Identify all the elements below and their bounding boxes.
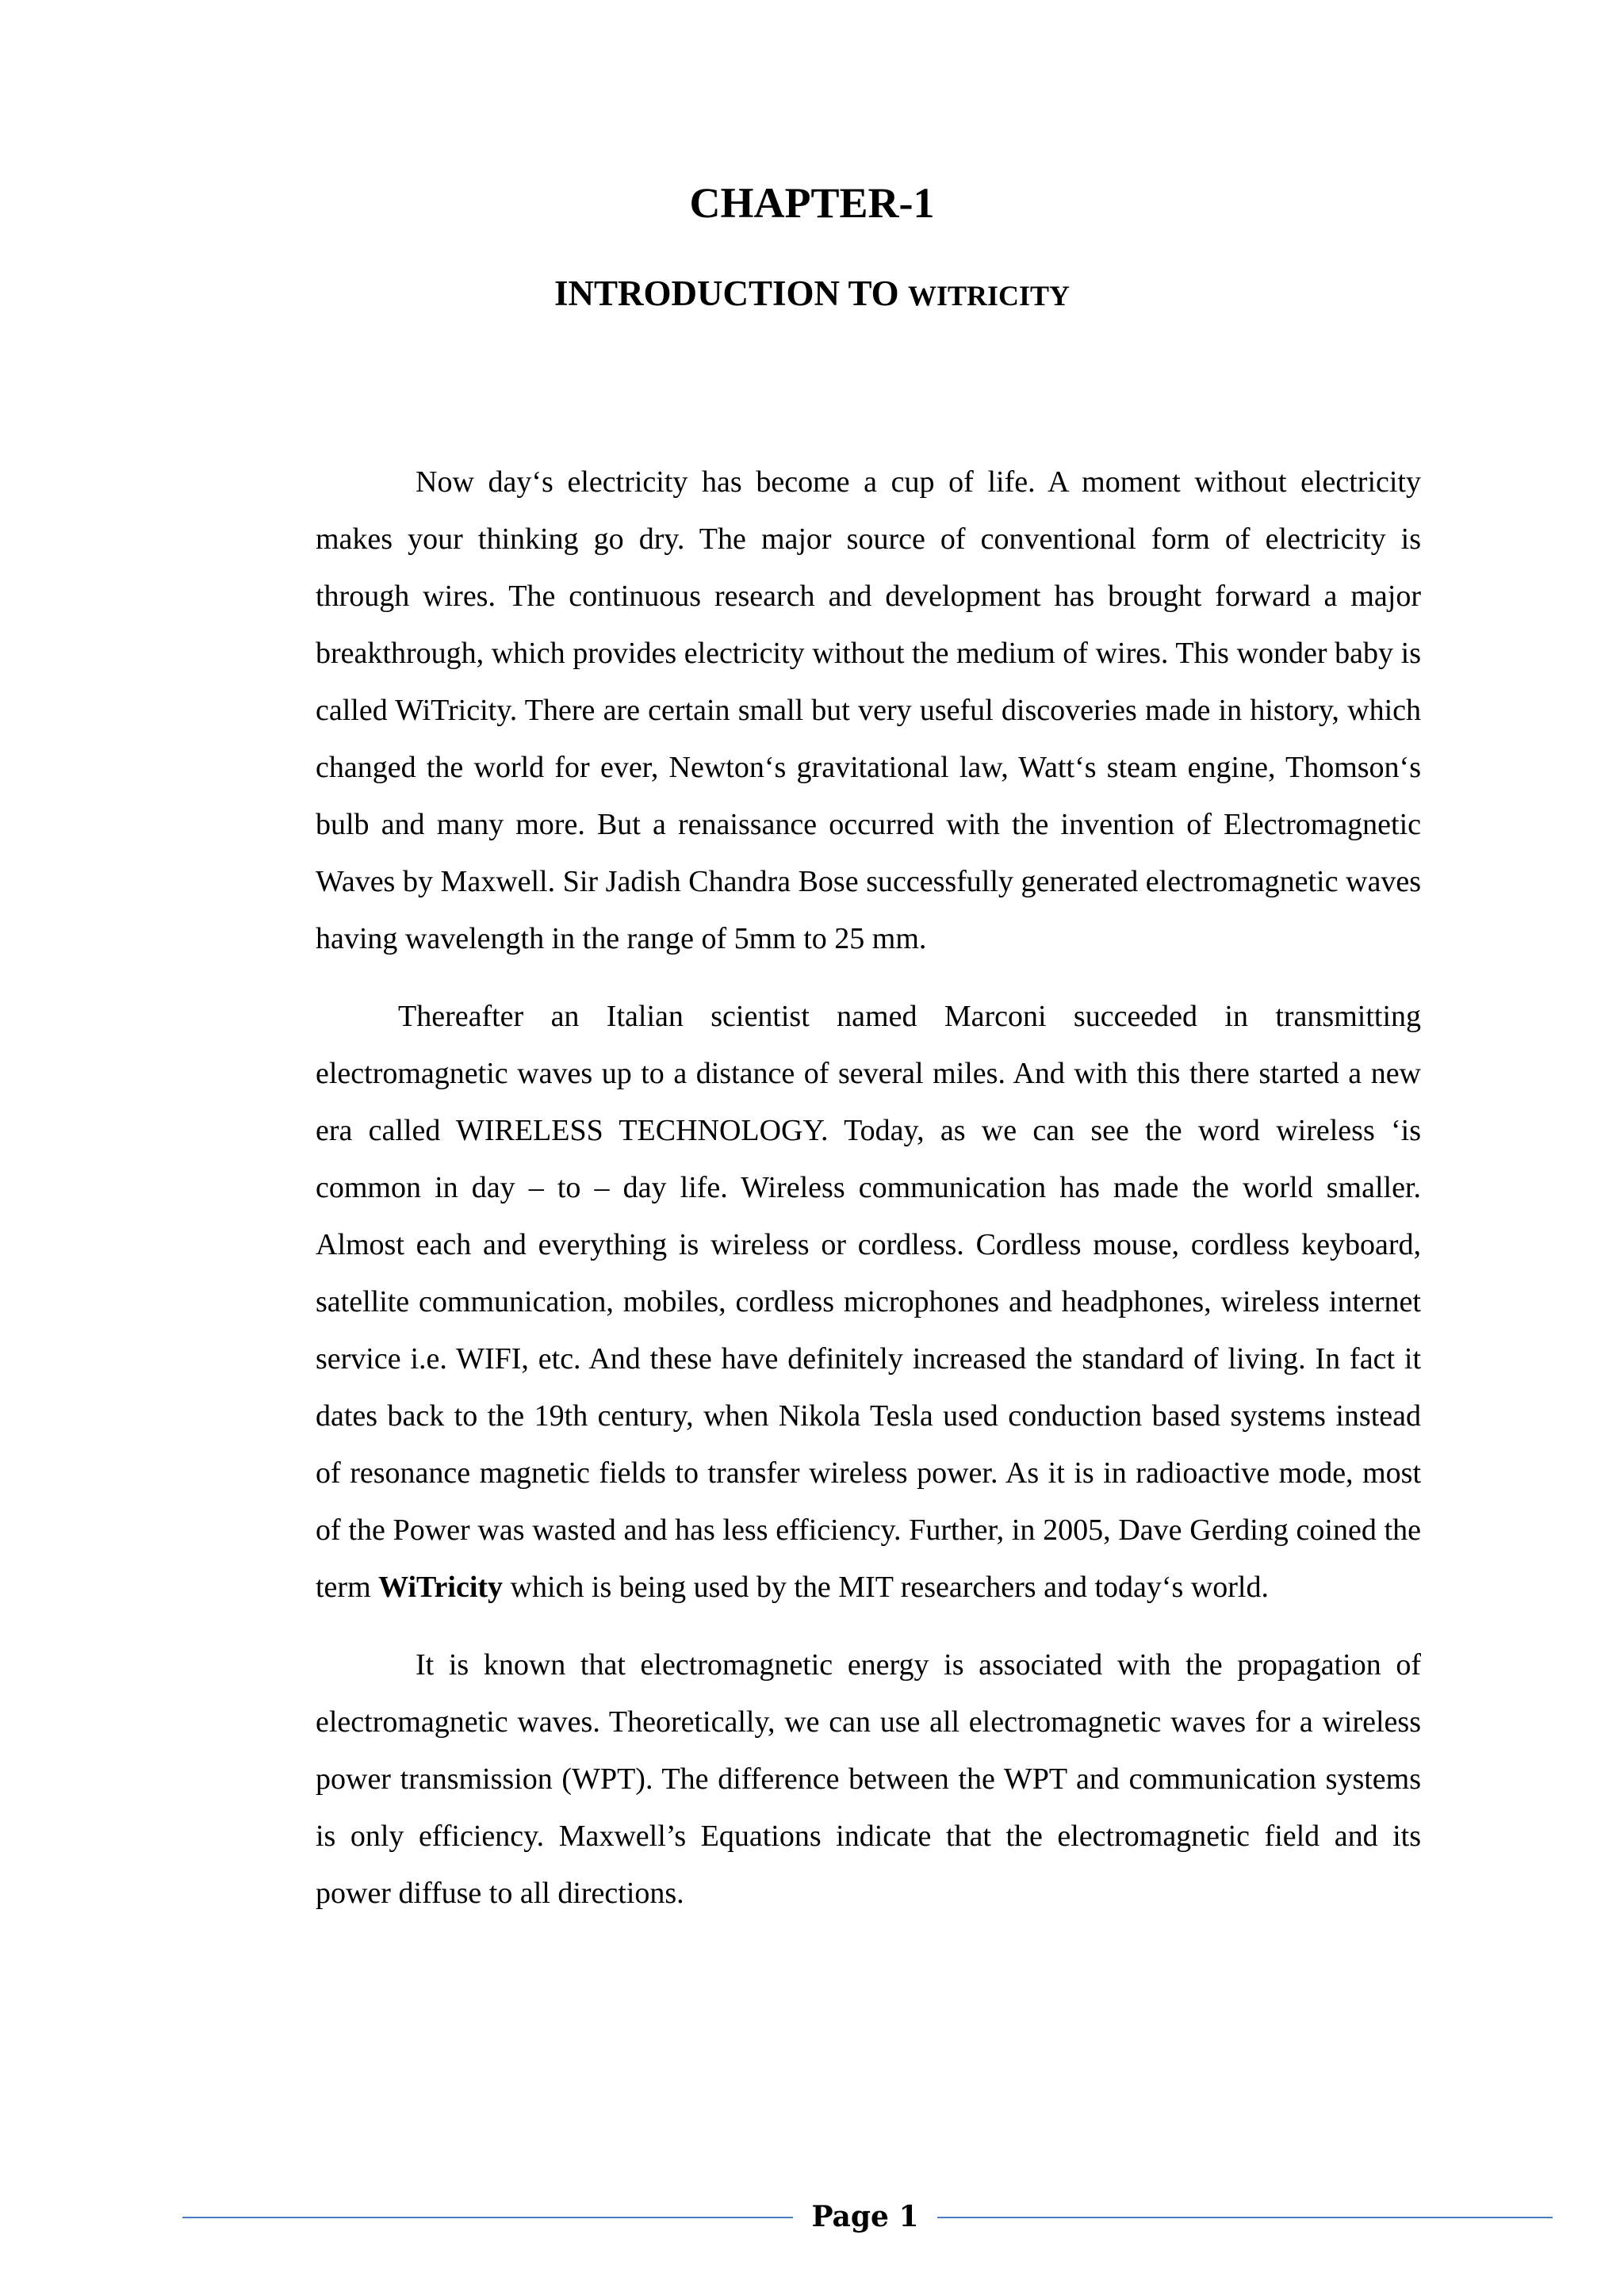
- witricity-term: WiTricity: [378, 1571, 504, 1604]
- paragraph-wireless-history: [316, 988, 1421, 1616]
- paragraph-wireless-history-end: which is being used by the MIT researchers and today‘s world.: [503, 1571, 1269, 1604]
- paragraph-electromagnetic-energy: It is known that electromagnetic energy is associated with the propagation of electromagnetic waves. Theoretically, we can use all electromagnetic waves for a wireless power transmission (WPT). The difference between the WPT and communication systems is only efficiency. Maxwell’s Equations indicate that the electromagnetic field and its power diffuse to all directions.: [316, 1648, 1421, 1910]
- paragraph-wireless-history-text: Thereafter an Italian scientist named Marconi succeeded in transmitting electromagnetic waves up to a distance of several miles. And with this there started a new era called WIRELESS TECHNOLOGY. Today, as we can see the word wireless ‘is common in day – to – day life. Wireless communication has made the world smaller. Almost each and everything is wireless or cordless. Cordless mouse, cordless keyboard, satellite communication, mobiles, cordless microphones and headphones, wireless internet service i.e. WIFI, etc. And these have definitely increased the standard of living. In fact it dates back to the 19th century, when Nikola Tesla used conduction based systems instead of resonance magnetic fields to transfer wireless power. As it is in radioactive mode, most of the Power was wasted and has less efficiency. Further, in 2005, Dave Gerding coined the term: [316, 1000, 1421, 1604]
- footer-rule-right: [937, 2217, 1553, 2218]
- body-text: [316, 453, 1421, 1922]
- section-title-topic: WITRICITY: [907, 280, 1070, 312]
- chapter-title: CHAPTER-1: [689, 179, 935, 227]
- section-title-main: INTRODUCTION TO: [554, 274, 908, 313]
- page-number: Page 1: [811, 2200, 919, 2233]
- paragraph-intro: Now day‘s electricity has become a cup of life. A moment without electricity makes your thinking go dry. The major source of conventional form of electricity is through wires. The continuous research and development has brought forward a major breakthrough, which provides electricity without the medium of wires. This wonder baby is called WiTricity. There are certain small but very useful discoveries made in history, which changed the world for ever, Newton‘s gravitational law, Watt‘s steam engine, Thomson‘s bulb and many more. But a renaissance occurred with the invention of Electromagnetic Waves by Maxwell. Sir Jadish Chandra Bose successfully generated electromagnetic waves having wavelength in the range of 5mm to 25 mm.: [316, 465, 1421, 955]
- page-footer: [182, 2195, 1553, 2239]
- section-title: [0, 268, 1624, 321]
- footer-rule-left: [182, 2217, 793, 2218]
